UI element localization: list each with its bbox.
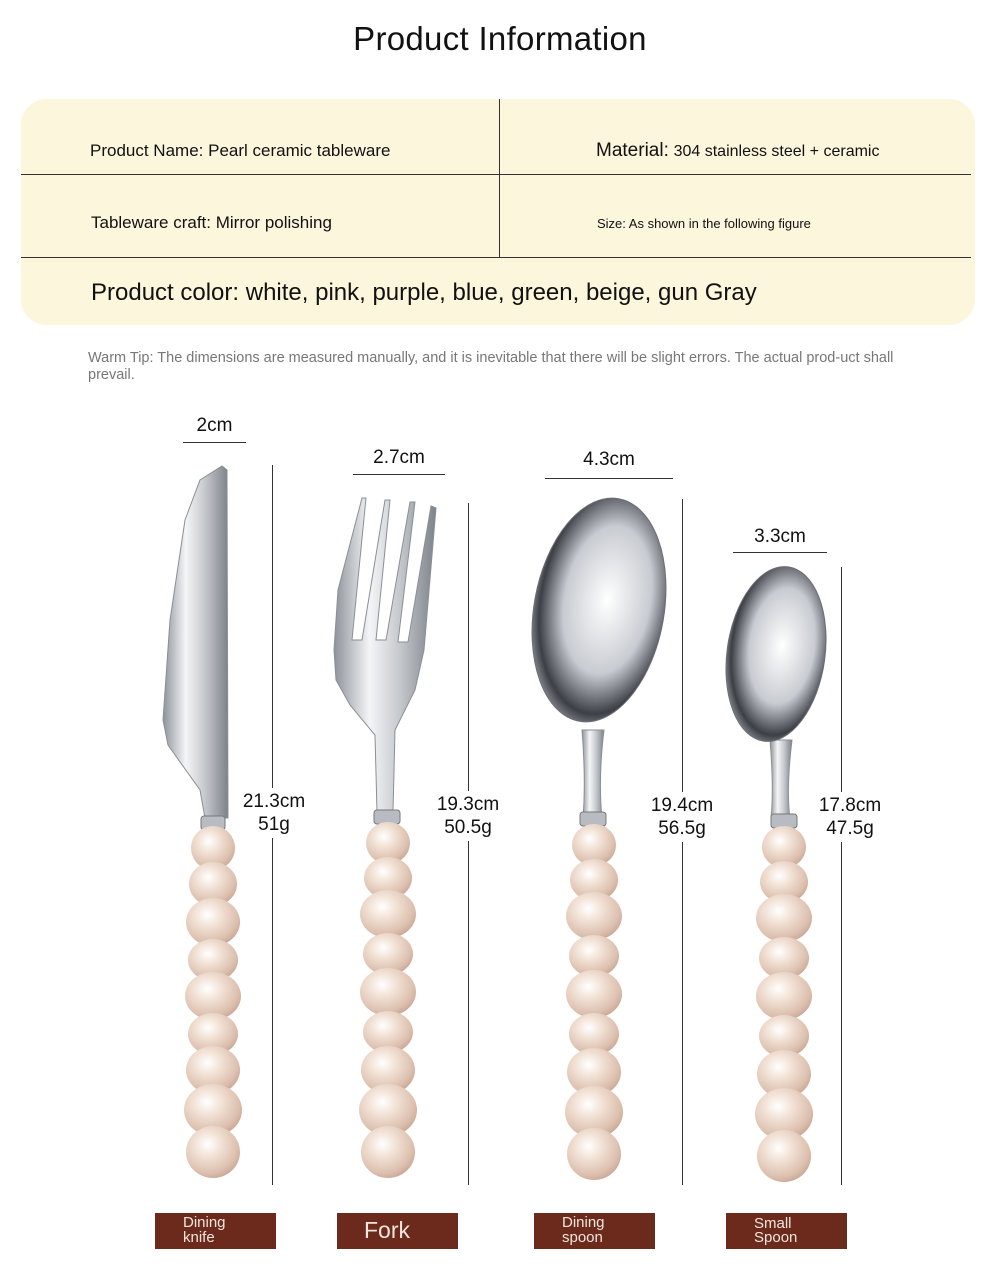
material-label: Material: (596, 140, 669, 161)
dining-spoon-length: 19.4cm (650, 795, 714, 816)
dining-spoon-width: 4.3cm (583, 449, 635, 470)
fork-width-line (353, 474, 445, 475)
small-spoon-tag (726, 1213, 847, 1249)
fork-length-line (468, 503, 469, 1185)
page-title: Product Information (353, 20, 647, 57)
product-color: Product color: white, pink, purple, blue, green, beige, gun Gray (91, 279, 757, 306)
dining-spoon-tag (534, 1213, 655, 1249)
fork-weight: 50.5g (444, 817, 492, 838)
tag-line: Dining (562, 1214, 605, 1231)
knife-width-line (183, 442, 246, 443)
tableware-craft: Tableware craft: Mirror polishing (91, 213, 332, 232)
small-spoon-length-line (841, 567, 842, 1185)
product-name: Product Name: Pearl ceramic tableware (90, 141, 391, 160)
dining-knife-tag (155, 1213, 276, 1249)
tag-line: Spoon (754, 1229, 798, 1246)
knife-weight: 51g (258, 814, 290, 835)
fork-image (334, 498, 436, 1178)
small-spoon-width: 3.3cm (754, 526, 806, 547)
small-spoon-length: 17.8cm (818, 795, 882, 816)
dining-spoon-weight: 56.5g (658, 818, 706, 839)
fork-spec (426, 791, 510, 841)
small-spoon-image (715, 560, 837, 1182)
size-note: Size: As shown in the following figure (597, 216, 811, 231)
dining-spoon-width-line (545, 478, 673, 479)
warm-tip: Warm Tip: The dimensions are measured manually, and it is inevitable that there will be slight errors. The actual prod-uct shall prevail. (88, 350, 894, 383)
small-spoon-weight: 47.5g (826, 818, 874, 839)
fork-length: 19.3cm (436, 794, 500, 815)
fork-tag: Fork (337, 1213, 458, 1249)
dining-spoon-length-line (682, 499, 683, 1185)
material-value: 304 stainless steel + ceramic (673, 143, 880, 160)
dining-knife-image (163, 466, 242, 1178)
dining-spoon-spec (640, 792, 724, 842)
tag-line: spoon (562, 1229, 603, 1246)
tag-line: Small (754, 1215, 792, 1232)
small-spoon-width-line (733, 552, 827, 553)
tag-line: Dining (183, 1214, 226, 1231)
knife-length: 21.3cm (242, 791, 306, 812)
small-spoon-spec (808, 792, 892, 842)
tag-line: knife (183, 1229, 215, 1246)
fork-width: 2.7cm (373, 447, 425, 468)
knife-width: 2cm (196, 415, 233, 436)
knife-spec (232, 788, 316, 838)
